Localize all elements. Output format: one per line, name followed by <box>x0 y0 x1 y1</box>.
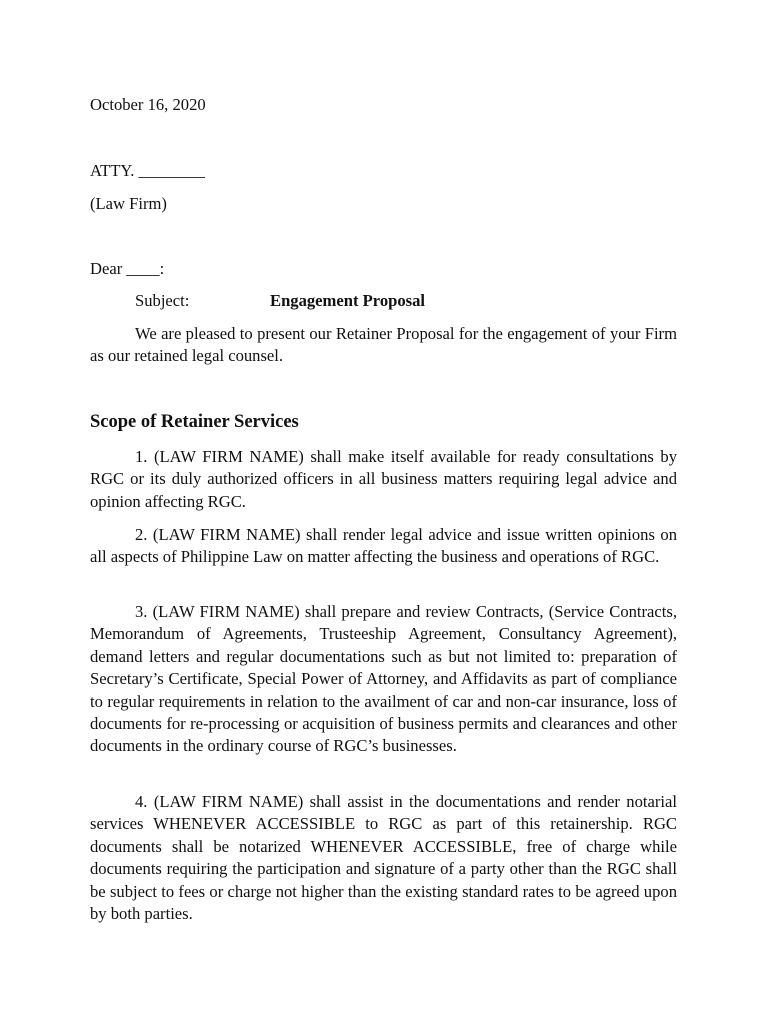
intro-paragraph: We are pleased to present our Retainer Proposal for the engagement of your Firm as our retained legal counsel. <box>90 324 677 366</box>
subject-line <box>135 290 425 312</box>
letter-date: October 16, 2020 <box>90 95 206 114</box>
scope-item-2: 2. (LAW FIRM NAME) shall render legal advice and issue written opinions on all aspects of Philippine Law on matter affecting the business and operations of RGC. <box>90 525 677 567</box>
section-heading: Scope of Retainer Services <box>90 412 299 432</box>
addressee-firm: (Law Firm) <box>90 194 167 213</box>
scope-item-1: 1. (LAW FIRM NAME) shall make itself available for ready consultations by RGC or its duly authorized officers in all business matters requiring legal advice and opinion affecting RGC. <box>90 447 677 511</box>
subject-value: Engagement Proposal <box>270 291 426 310</box>
salutation: Dear ____: <box>90 259 165 278</box>
addressee-name: ATTY. ________ <box>90 161 205 180</box>
subject-label: Subject: <box>135 291 190 310</box>
scope-item-4: 4. (LAW FIRM NAME) shall assist in the documentations and render notarial services WHENEVER ACCESSIBLE to RGC as part of this retainership. RGC documents shall be notarized WHENEVER ACCESSIBLE, free of charge while documents requiring the participation and signature of a party other than the RGC shall be subject to fees or charge not higher than the existing standard rates to be agreed upon by both parties. <box>90 792 677 924</box>
scope-item-3: 3. (LAW FIRM NAME) shall prepare and review Contracts, (Service Contracts, Memorandum of Agreements, Trusteeship Agreement, Consultancy Agreement), demand letters and regular documentations such as but not limited to: preparation of Secretary’s Certificate, Special Power of Attorney, and Affidavits as part of compliance to regular requirements in relation to the availment of car and non-car insurance, loss of documents for re-processing or acquisition of business permits and clearances and other documents in the ordinary course of RGC’s businesses. <box>90 602 677 756</box>
